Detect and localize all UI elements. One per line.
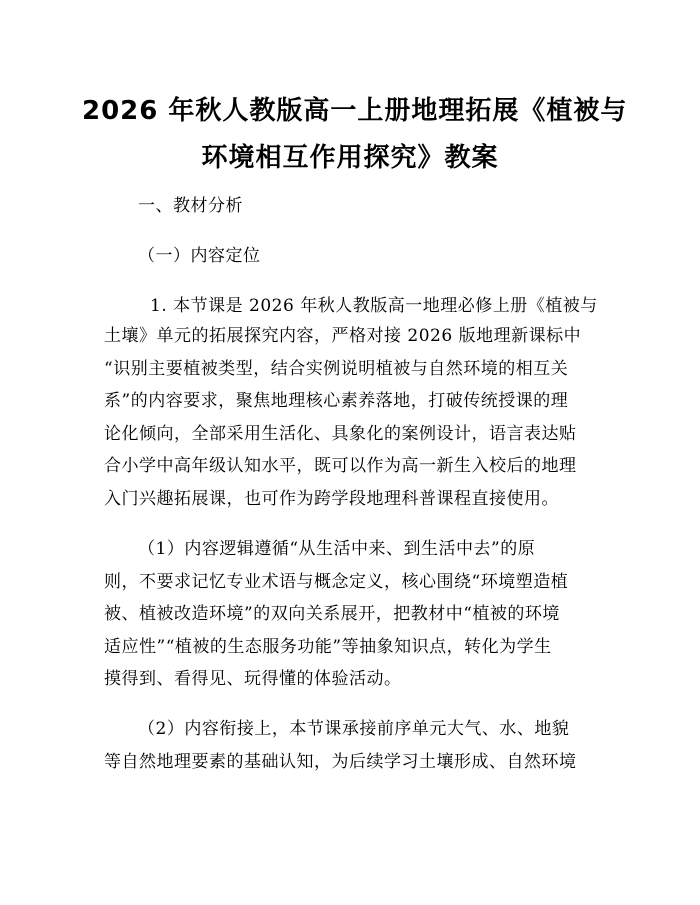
paragraph-2-line-3: 被、植被改造环境”的双向关系展开，把教材中“植被的环境 xyxy=(104,604,560,624)
paragraph-1-line-1: 1. 本节课是 2026 年秋人教版高一地理必修上册《植被与 xyxy=(150,296,598,316)
paragraph-3-line-1: （2）内容衔接上，本节课承接前序单元大气、水、地貌 xyxy=(138,719,570,739)
document-title-line-1: 2026 年秋人教版高一上册地理拓展《植被与 xyxy=(82,96,628,126)
paragraph-1-line-6: 合小学中高年级认知水平，既可以作为高一新生入校后的地理 xyxy=(104,456,577,476)
subsection-heading: （一）内容定位 xyxy=(138,246,261,266)
paragraph-2-line-2: 则，不要求记忆专业术语与概念定义，核心围绕“环境塑造植 xyxy=(104,572,569,592)
paragraph-2-line-4: 适应性”“植被的生态服务功能”等抽象知识点，转化为学生 xyxy=(104,637,552,657)
paragraph-1-line-4: 系”的内容要求，聚焦地理核心素养落地，打破传统授课的理 xyxy=(104,391,569,411)
paragraph-1-line-7: 入门兴趣拓展课，也可作为跨学段地理科普课程直接使用。 xyxy=(104,489,559,509)
paragraph-2-line-5: 摸得到、看得见、玩得懂的体验活动。 xyxy=(104,669,402,689)
document-title-line-2: 环境相互作用探究》教案 xyxy=(201,143,499,173)
paragraph-1-line-5: 论化倾向，全部采用生活化、具象化的案例设计，语言表达贴 xyxy=(104,424,577,444)
paragraph-3-line-2: 等自然地理要素的基础认知，为后续学习土壤形成、自然环境 xyxy=(104,752,577,772)
paragraph-1-line-2: 土壤》单元的拓展探究内容，严格对接 2026 版地理新课标中 xyxy=(104,326,582,346)
paragraph-2-line-1: （1）内容逻辑遵循“从生活中来、到生活中去”的原 xyxy=(138,539,536,559)
section-heading: 一、教材分析 xyxy=(138,196,243,216)
paragraph-1-line-3: “识别主要植被类型，结合实例说明植被与自然环境的相互关 xyxy=(104,359,569,379)
